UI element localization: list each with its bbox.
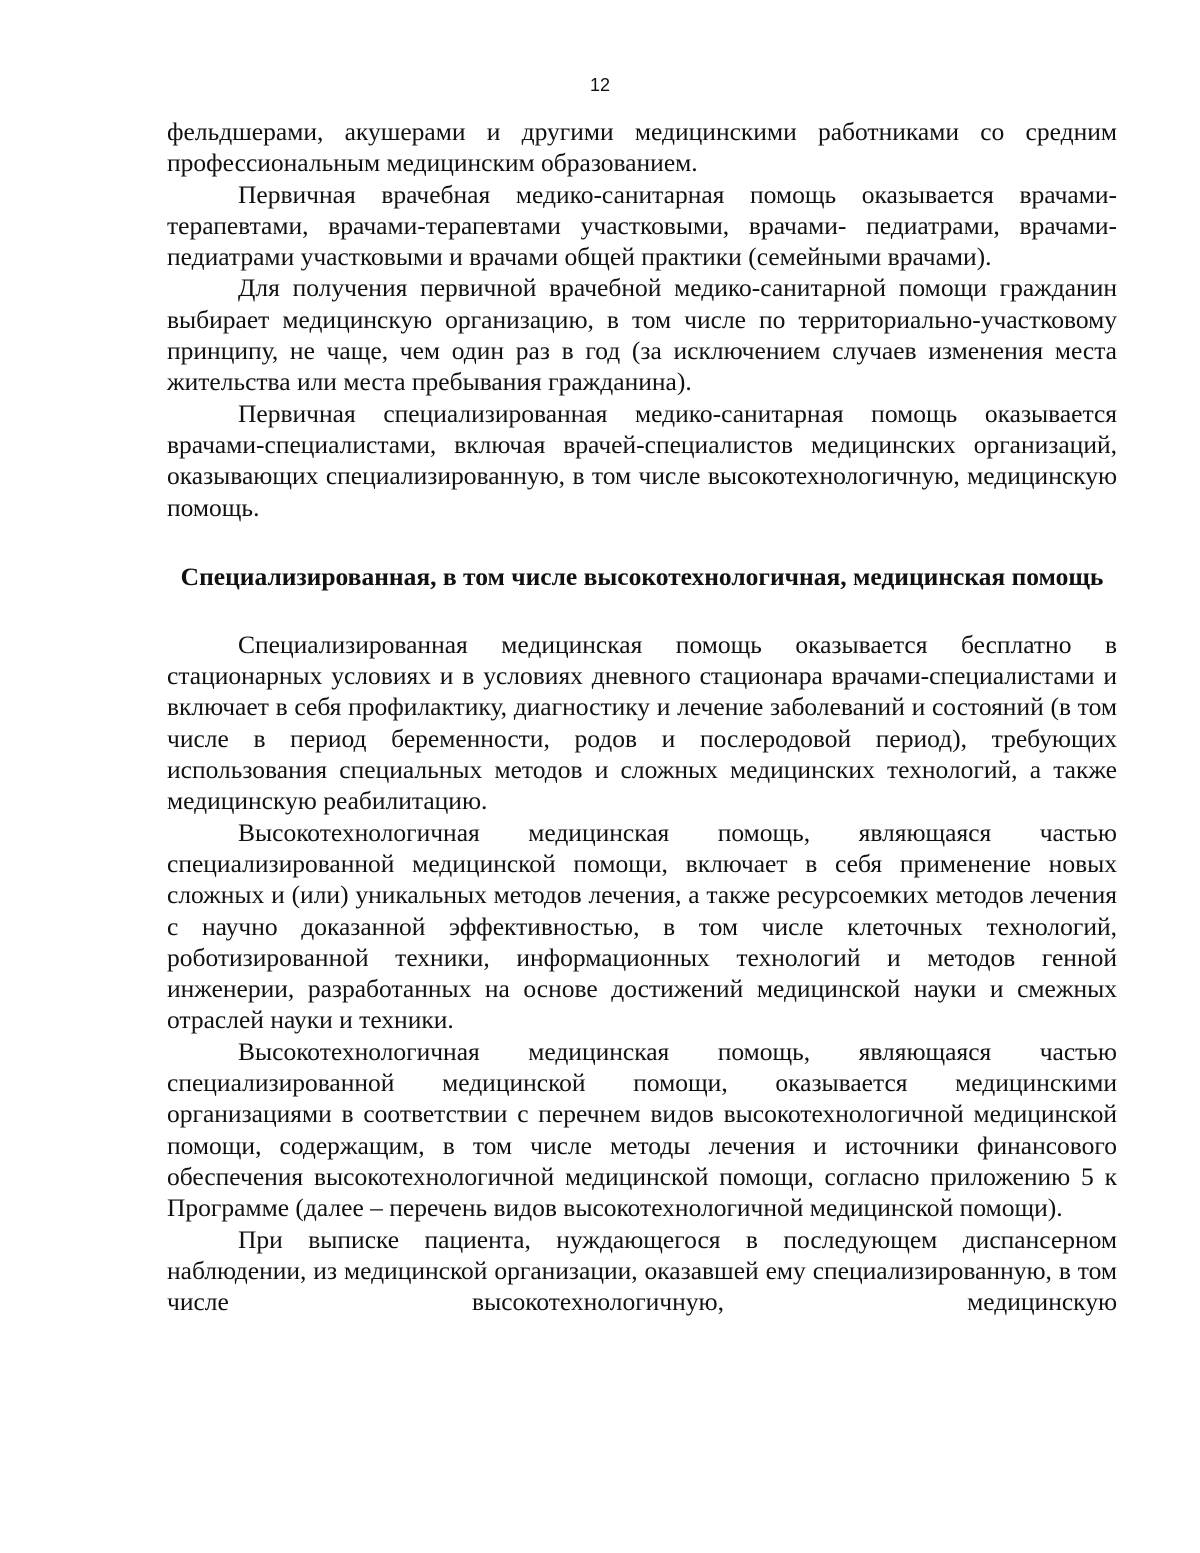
section-heading: Специализированная, в том числе высокотехнологичная, медицинская помощь bbox=[180, 561, 1104, 591]
paragraph: Высокотехнологичная медицинская помощь, являющаяся частью специализированной медицинской помощи, оказывается медицинскими организациями в соответствии с перечнем видов высокотехнологичной медицинской помощи, содержащим, в том числе методы лечения и источники финансового обеспечения высокотехнологичной медицинской помощи, согласно приложению 5 к Программе (далее – перечень видов высокотехнологичной медицинской помощи). bbox=[167, 1036, 1117, 1223]
paragraph: Высокотехнологичная медицинская помощь, являющаяся частью специализированной медицинской помощи, включает в себя применение новых сложных и (или) уникальных методов лечения, а также ресурсоемких методов лечения с научно доказанной эффективностью, в том числе клеточных технологий, роботизированной техники, информационных технологий и методов генной инженерии, разработанных на основе достижений медицинской науки и смежных отраслей науки и техники. bbox=[167, 817, 1117, 1035]
document-body bbox=[167, 116, 1117, 1317]
paragraph: Для получения первичной врачебной медико-санитарной помощи гражданин выбирает медицинскую организацию, в том числе по территориально-участковому принципу, не чаще, чем один раз в год (за исключением случаев изменения места жительства или места пребывания гражданина). bbox=[167, 273, 1117, 397]
page-number: 12 bbox=[589, 75, 611, 95]
paragraph: Первичная врачебная медико-санитарная помощь оказывается врачами-терапевтами, врачами-терапевтами участковыми, врачами- педиатрами, врачами- педиатрами участковыми и врачами общей практики (семейными врачами). bbox=[167, 179, 1117, 272]
paragraph: Первичная специализированная медико-санитарная помощь оказывается врачами-специалистами, включая врачей-специалистов медицинских организаций, оказывающих специализированную, в том числе высокотехнологичную, медицинскую помощь. bbox=[167, 398, 1117, 522]
paragraph: фельдшерами, акушерами и другими медицинскими работниками со средним профессиональным медицинским образованием. bbox=[167, 117, 1117, 178]
paragraph: Специализированная медицинская помощь оказывается бесплатно в стационарных условиях и в условиях дневного стационара врачами-специалистами и включает в себя профилактику, диагностику и лечение заболеваний и состояний (в том числе в период беременности, родов и послеродовой период), требующих использования специальных методов и сложных медицинских технологий, а также медицинскую реабилитацию. bbox=[167, 629, 1117, 816]
paragraph-continued: При выписке пациента, нуждающегося в последующем диспансерном наблюдении, из медицинской организации, оказавшей ему специализированную, в том числе высокотехнологичную, медицинскую bbox=[167, 1224, 1117, 1317]
